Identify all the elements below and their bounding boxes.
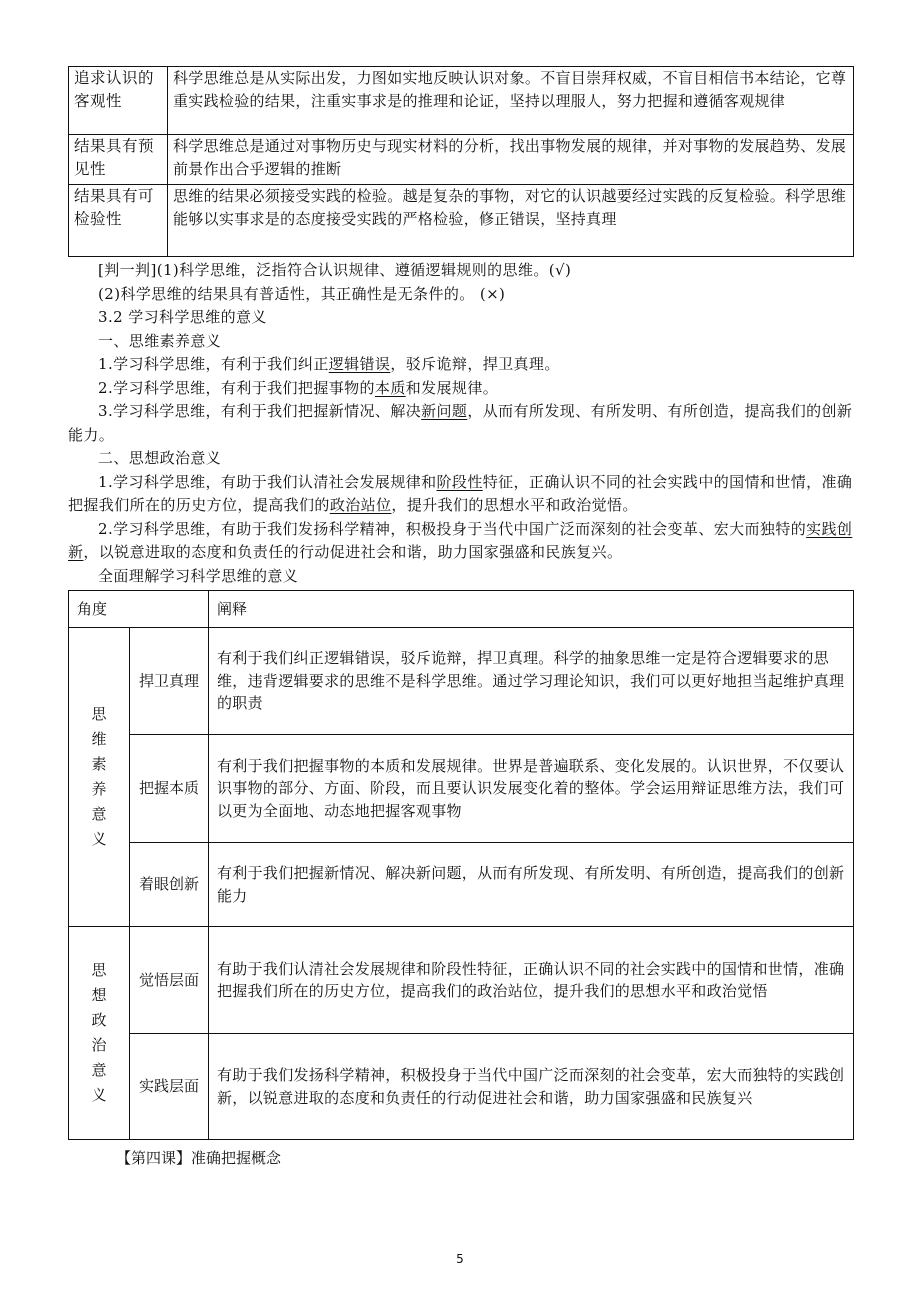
judge-item-1: [判一判](1)科学思维，泛指符合认识规律、遵循逻辑规则的思维。(√) — [98, 261, 572, 279]
paragraph: 2.学习科学思维，有利于我们把握事物的本质和发展规律。 — [98, 378, 499, 397]
paragraph: 2.学习科学思维，有助于我们发扬科学精神，积极投身于当代中国广泛而深刻的社会变革、宏大而独特的实践创新，以锐意进取的态度和负责任的行动促进社会和谐，助力国家强盛和民族复兴。 — [68, 519, 853, 561]
section-title: 3.2 学习科学思维的意义 — [98, 308, 267, 326]
underlined-term: 政治站位 — [329, 496, 392, 514]
row-text: 科学思维总是通过对事物历史与现实材料的分析，找出事物发展的规律，并对事物的发展趋势、发展前景作出合乎逻辑的推断 — [168, 135, 854, 185]
next-lesson-heading: 【第四课】准确把握概念 — [116, 1149, 282, 1167]
table-row — [69, 628, 854, 735]
table-row — [69, 843, 854, 927]
row-text: 思维的结果必须接受实践的检验。越是复杂的事物，对它的认识越要经过实践的反复检验。科学思维能够以实事求是的态度接受实践的严格检验，修正错误，坚持真理 — [168, 185, 854, 257]
subcategory-cell: 着眼创新 — [130, 843, 209, 927]
underlined-term: 新问题 — [421, 402, 468, 420]
significance-table — [68, 590, 854, 1140]
subcategory-cell: 捍卫真理 — [130, 628, 209, 735]
underlined-term: 逻辑错误 — [328, 355, 391, 373]
header-explain: 阐释 — [209, 591, 854, 628]
explanation-cell: 有助于我们认清社会发展规律和阶段性特征，正确认识不同的社会实践中的国情和世情，准确把握我们所在的历史方位，提高我们的政治站位，提升我们的思想水平和政治觉悟 — [209, 927, 854, 1034]
table-caption: 全面理解学习科学思维的意义 — [98, 566, 299, 585]
category-label: 思维素养意义 — [91, 705, 107, 848]
subcategory-cell: 把握本质 — [130, 735, 209, 843]
category-cell — [69, 927, 130, 1140]
paragraph: 1.学习科学思维，有助于我们认清社会发展规律和阶段性特征，正确认识不同的社会实践中的国情和世情，准确把握我们所在的历史方位，提高我们的政治站位，提升我们的思想水平和政治觉悟。 — [68, 472, 853, 514]
header-angle: 角度 — [69, 591, 209, 628]
table-row — [69, 185, 854, 257]
row-label: 结果具有预见性 — [69, 135, 168, 185]
paragraph: 1.学习科学思维，有利于我们纠正逻辑错误，驳斥诡辩，捍卫真理。 — [98, 355, 560, 373]
underlined-term: 阶段性 — [436, 472, 483, 491]
paragraph: 3.学习科学思维，有利于我们把握新情况、解决新问题，从而有所发现、有所发明、有所创造，提高我们的创新能力。 — [68, 402, 853, 444]
underlined-term: 本质 — [374, 378, 406, 397]
judge-section — [68, 259, 854, 306]
table-row — [69, 735, 854, 843]
category-label: 思想政治意义 — [91, 961, 107, 1104]
heading-ideological-political: 二、思想政治意义 — [98, 449, 222, 467]
characteristics-table — [68, 66, 854, 257]
subcategory-cell: 觉悟层面 — [130, 927, 209, 1034]
judge-item-2: (2)科学思维的结果具有普适性，其正确性是无条件的。 (×) — [98, 284, 506, 303]
table-row — [69, 135, 854, 185]
row-label: 结果具有可检验性 — [69, 185, 168, 257]
explanation-cell: 有助于我们发扬科学精神，积极投身于当代中国广泛而深刻的社会变革，宏大而独特的实践创新，以锐意进取的态度和负责任的行动促进社会和谐，助力国家强盛和民族复兴 — [209, 1034, 854, 1140]
heading-thinking-literacy: 一、思维素养意义 — [98, 331, 222, 350]
subcategory-cell: 实践层面 — [130, 1034, 209, 1140]
table-row — [69, 1034, 854, 1140]
table-header-row — [69, 591, 854, 628]
row-label: 追求认识的客观性 — [69, 67, 168, 135]
row-text: 科学思维总是从实际出发，力图如实地反映认识对象。不盲目崇拜权威，不盲目相信书本结论，它尊重实践检验的结果，注重实事求是的推理和论证，坚持以理服人，努力把握和遵循客观规律 — [168, 67, 854, 135]
category-cell — [69, 628, 130, 927]
table-row — [69, 927, 854, 1034]
table-row — [69, 67, 854, 135]
explanation-cell: 有利于我们把握事物的本质和发展规律。世界是普遍联系、变化发展的。认识世界，不仅要认识事物的部分、方面、阶段，而且要认识发展变化着的整体。学会运用辩证思维方法，我们可以更为全面地、动态地把握客观事物 — [209, 735, 854, 843]
explanation-cell: 有利于我们把握新情况、解决新问题，从而有所发现、有所发明、有所创造，提高我们的创新能力 — [209, 843, 854, 927]
document-page — [68, 66, 854, 1170]
page-number: 5 — [456, 1252, 464, 1266]
underlined-term: 实践创新 — [68, 519, 853, 561]
explanation-cell: 有利于我们纠正逻辑错误，驳斥诡辩，捍卫真理。科学的抽象思维一定是符合逻辑要求的思维，违背逻辑要求的思维不是科学思维。通过学习理论知识，我们可以更好地担当起维护真理的职责 — [209, 628, 854, 735]
